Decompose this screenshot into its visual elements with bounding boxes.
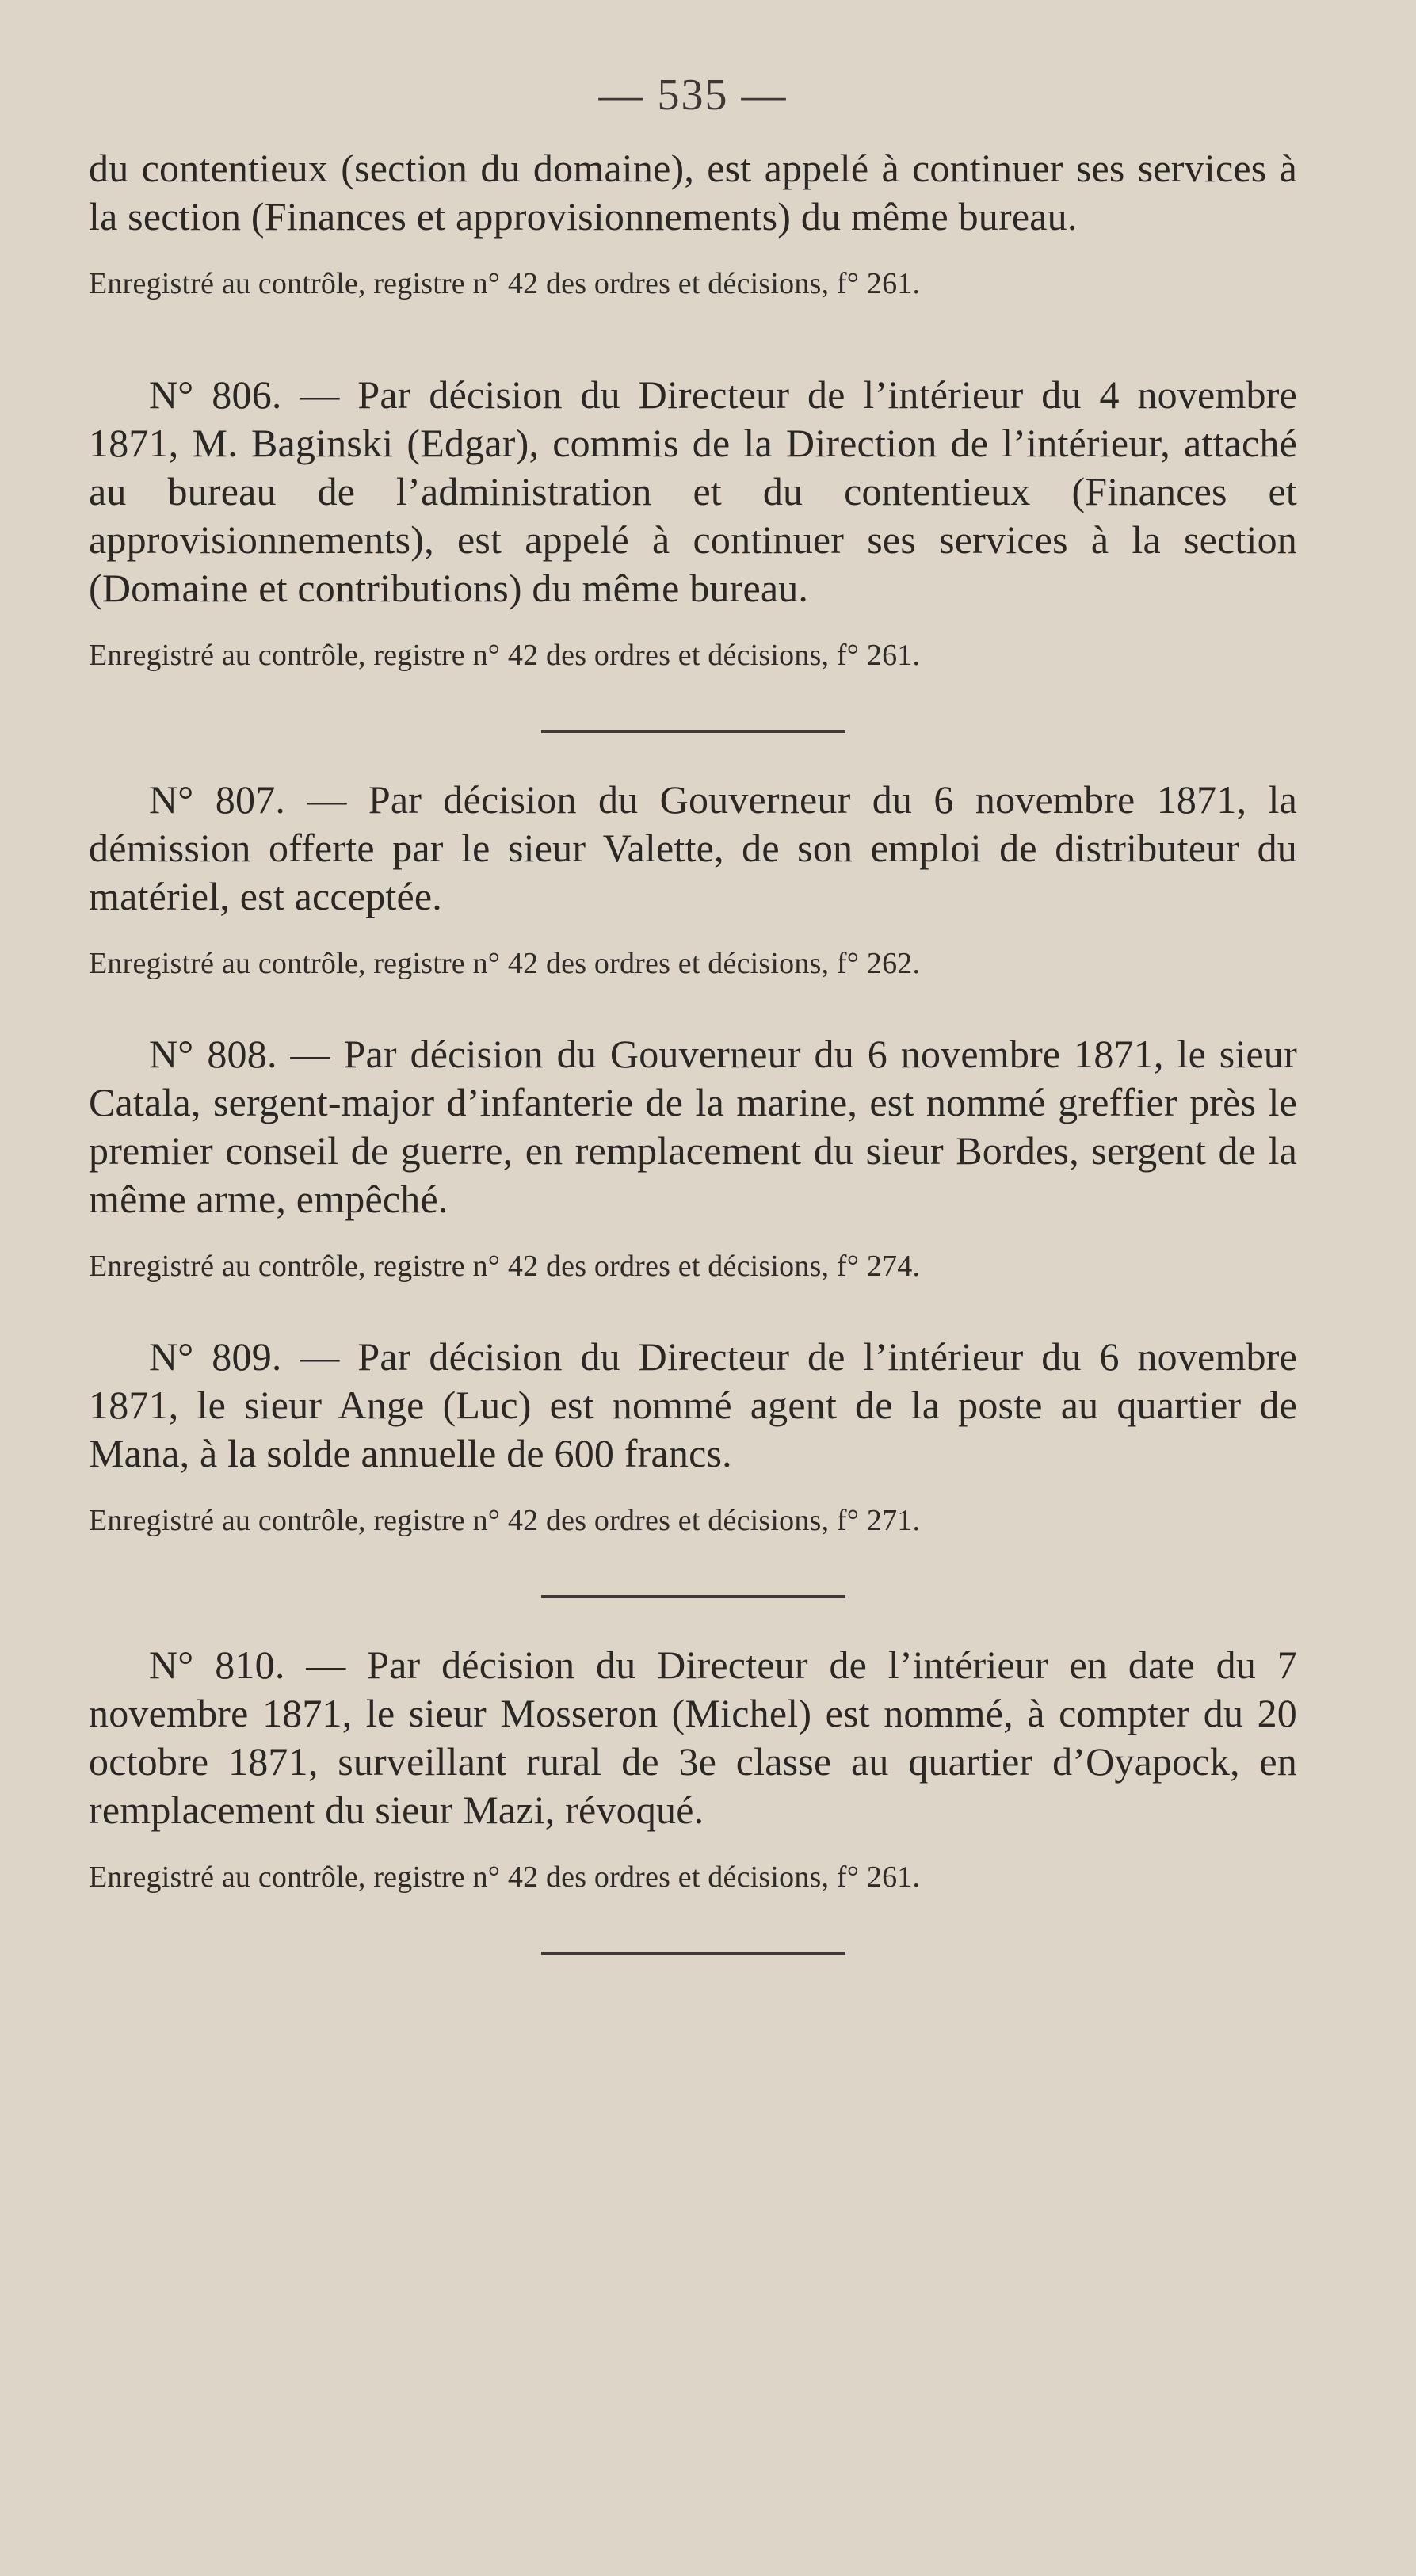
register-note: Enregistré au contrôle, registre n° 42 des ordres et décisions, f° 261. <box>89 1860 921 1894</box>
register-note: Enregistré au contrôle, registre n° 42 des ordres et décisions, f° 271. <box>89 1504 921 1537</box>
intro-block <box>89 144 1297 304</box>
intro-text: du contentieux (section du domaine), est appelé à continuer ses services à la section (Finances et approvisionnements) du même bureau. <box>89 146 1297 239</box>
entry-text: N° 807. — Par décision du Gouverneur du 6 novembre 1871, la démission offerte par le sieur Valette, de son emploi de distributeur du matériel, est acceptée. <box>89 777 1297 918</box>
register-note: Enregistré au contrôle, registre n° 42 des ordres et décisions, f° 261. <box>89 267 921 300</box>
entry-806 <box>89 371 1297 676</box>
register-note: Enregistré au contrôle, registre n° 42 des ordres et décisions, f° 262. <box>89 947 921 980</box>
entry-810 <box>89 1641 1297 1898</box>
entry-809 <box>89 1333 1297 1541</box>
page-number: — 535 — <box>598 71 788 120</box>
section-separator <box>541 1952 845 1955</box>
entry-text: N° 806. — Par décision du Directeur de l’intérieur du 4 novembre 1871, M. Baginski (Edgar), commis de la Direction de l’intérieur, attaché au bureau de l’administration et du contentieux (Finances et approvisionnements), est appelé à continuer ses services à la section (Domaine et contributions) du même bureau. <box>89 372 1297 610</box>
register-note: Enregistré au contrôle, registre n° 42 des ordres et décisions, f° 274. <box>89 1250 921 1283</box>
section-separator <box>541 730 845 733</box>
entry-808 <box>89 1030 1297 1287</box>
entry-text: N° 809. — Par décision du Directeur de l’intérieur du 6 novembre 1871, le sieur Ange (Luc) est nommé agent de la poste au quartier de Mana, à la solde annuelle de 600 francs. <box>89 1334 1297 1475</box>
entry-text: N° 808. — Par décision du Gouverneur du 6 novembre 1871, le sieur Catala, sergent-major d’infanterie de la marine, est nommé greffier près le premier conseil de guerre, en remplacement du sieur Bordes, sergent de la même arme, empêché. <box>89 1032 1297 1221</box>
register-note: Enregistré au contrôle, registre n° 42 des ordres et décisions, f° 261. <box>89 639 921 672</box>
entry-807 <box>89 776 1297 984</box>
section-separator <box>541 1595 845 1598</box>
entry-text: N° 810. — Par décision du Directeur de l’intérieur en date du 7 novembre 1871, le sieur Mosseron (Michel) est nommé, à compter du 20 octobre 1871, surveillant rural de 3e classe au quartier d’Oyapock, en remplacement du sieur Mazi, révoqué. <box>89 1643 1297 1832</box>
